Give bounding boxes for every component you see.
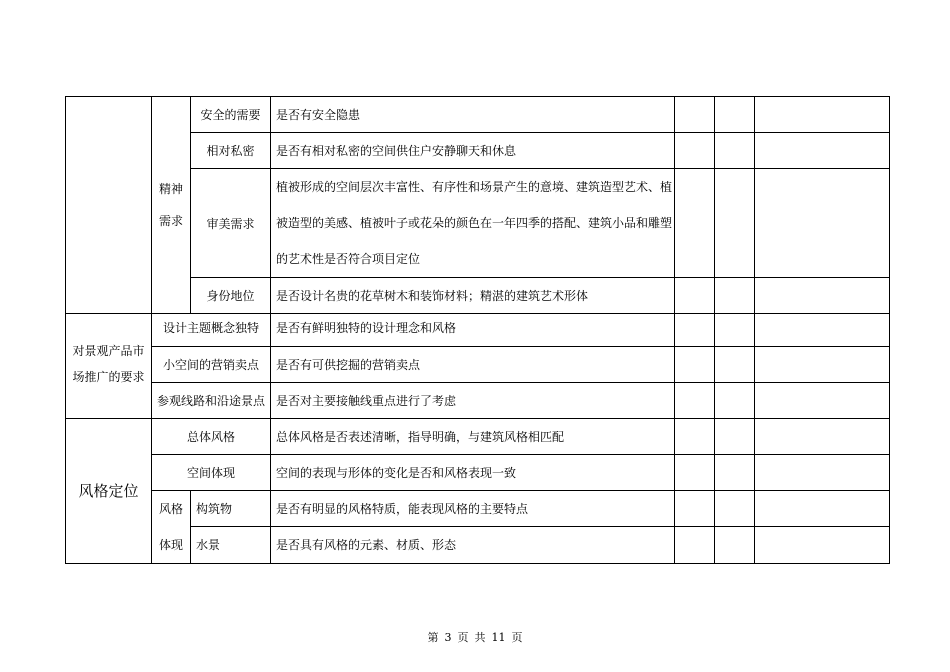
desc-line: 的艺术性是否符合项目定位: [276, 252, 421, 266]
category-label-line2: 需求: [158, 214, 183, 228]
desc-cell: [271, 169, 675, 278]
score-cell: [715, 346, 755, 382]
desc-cell: 是否有明显的风格特质，能表现风格的主要特点: [271, 490, 675, 527]
evaluation-table: [65, 96, 890, 314]
remark-cell: [755, 454, 890, 490]
footer-page-number: 3: [444, 631, 452, 644]
item-cell: 相对私密: [191, 133, 271, 169]
score-cell: [715, 310, 755, 346]
table-row: [66, 490, 890, 527]
item-cell: 身份地位: [191, 278, 271, 314]
table-row: [66, 346, 890, 382]
item-cell: 构筑物: [191, 490, 271, 527]
desc-line: 植被形成的空间层次丰富性、有序性和场景产生的意境、建筑造型艺术、植: [276, 180, 673, 194]
item-cell: 审美需求: [191, 169, 271, 278]
page-footer: [0, 629, 950, 645]
footer-prefix: 第: [427, 631, 439, 644]
footer-total-unit: 页: [511, 631, 523, 644]
footer-total-prefix: 共: [474, 631, 486, 644]
table-row: [66, 310, 890, 346]
category-cell-style: 风格定位: [66, 418, 152, 563]
score-cell: [715, 97, 755, 133]
desc-cell: 是否有可供挖掘的营销卖点: [271, 346, 675, 382]
remark-cell: [755, 382, 890, 418]
score-cell: [675, 454, 715, 490]
desc-cell: 是否有安全隐患: [271, 97, 675, 133]
score-cell: [715, 133, 755, 169]
remark-cell: [755, 490, 890, 527]
score-cell: [715, 169, 755, 278]
remark-cell: [755, 310, 890, 346]
desc-cell: 是否有鲜明独特的设计理念和风格: [271, 310, 675, 346]
remark-cell: [755, 418, 890, 454]
remark-cell: [755, 346, 890, 382]
score-cell: [715, 527, 755, 564]
score-cell: [675, 169, 715, 278]
category-cell-blank: [66, 97, 152, 314]
remark-cell: [755, 133, 890, 169]
desc-cell: 是否对主要接触线重点进行了考虑: [271, 382, 675, 418]
remark-cell: [755, 97, 890, 133]
item-cell: 空间体现: [152, 454, 271, 490]
item-cell: 小空间的营销卖点: [152, 346, 271, 382]
item-cell: 总体风格: [152, 418, 271, 454]
score-cell: [675, 133, 715, 169]
footer-page-unit: 页: [457, 631, 469, 644]
category-cell-spirit: [152, 97, 191, 314]
evaluation-table-market-style: [65, 310, 890, 564]
remark-cell: [755, 169, 890, 278]
category-label-line2: 场推广的要求: [72, 369, 145, 384]
score-cell: [675, 490, 715, 527]
table-row: [66, 454, 890, 490]
item-cell: 参观线路和沿途景点: [152, 382, 271, 418]
remark-cell: [755, 278, 890, 314]
table-row: [66, 418, 890, 454]
item-cell: 设计主题概念独特: [152, 310, 271, 346]
category-label-line1: 对景观产品市: [72, 343, 145, 358]
score-cell: [675, 346, 715, 382]
score-cell: [675, 527, 715, 564]
remark-cell: [755, 527, 890, 564]
score-cell: [675, 418, 715, 454]
desc-line: 被造型的美感、植被叶子或花朵的颜色在一年四季的搭配、建筑小品和雕塑: [276, 216, 673, 230]
score-cell: [715, 454, 755, 490]
score-cell: [715, 418, 755, 454]
score-cell: [675, 310, 715, 346]
desc-cell: 总体风格是否表述清晰，指导明确，与建筑风格相匹配: [271, 418, 675, 454]
subcategory-label-line1: 风格: [158, 501, 183, 516]
desc-cell: 是否设计名贵的花草树木和装饰材料；精湛的建筑艺术形体: [271, 278, 675, 314]
score-cell: [715, 490, 755, 527]
category-label-line1: 精神: [158, 182, 183, 196]
score-cell: [675, 97, 715, 133]
score-cell: [675, 278, 715, 314]
desc-cell: 是否具有风格的元素、材质、形态: [271, 527, 675, 564]
item-cell: 水景: [191, 527, 271, 564]
item-cell: 安全的需要: [191, 97, 271, 133]
subcategory-cell-style: [152, 490, 191, 563]
subcategory-label-line2: 体现: [158, 537, 183, 552]
score-cell: [715, 278, 755, 314]
desc-cell: 是否有相对私密的空间供住户安静聊天和休息: [271, 133, 675, 169]
footer-total-pages: 11: [491, 631, 506, 644]
score-cell: [715, 382, 755, 418]
category-cell-market: [66, 310, 152, 418]
desc-cell: 空间的表现与形体的变化是否和风格表现一致: [271, 454, 675, 490]
table-row: [66, 97, 890, 133]
table-row: [66, 382, 890, 418]
score-cell: [675, 382, 715, 418]
